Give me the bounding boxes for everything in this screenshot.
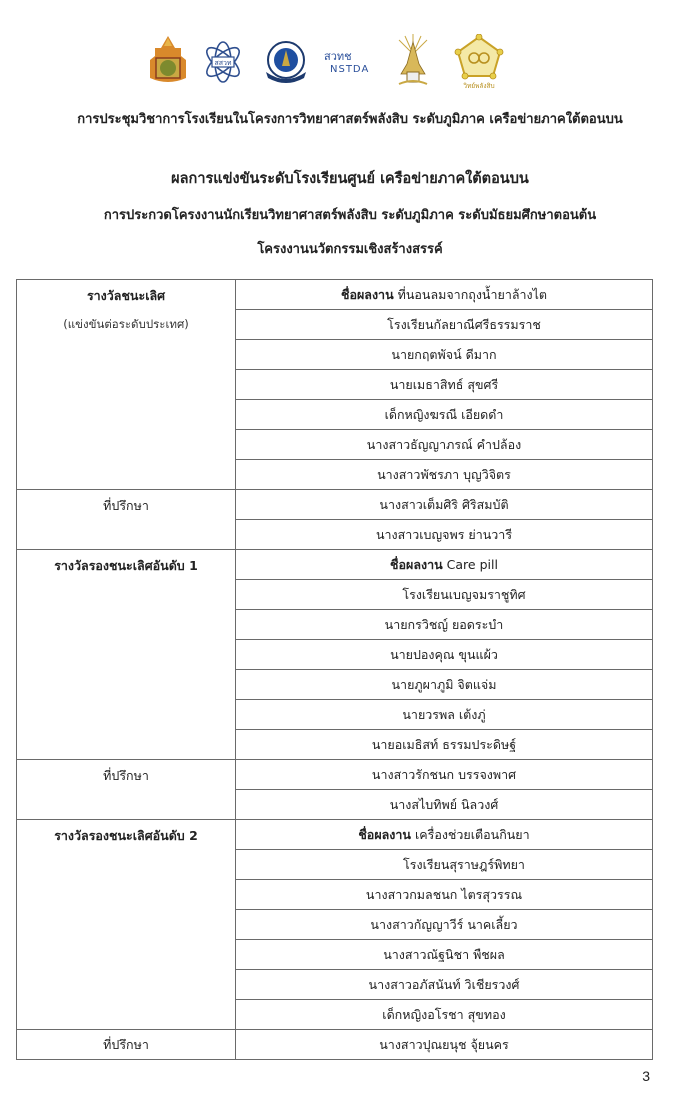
student-cell: เด็กหญิงอโรชา สุขทอง: [236, 1000, 653, 1030]
table-row: [17, 820, 653, 850]
project-cell: [236, 820, 653, 850]
student-cell: นายกรวิชญ์ ยอดระบำ: [236, 610, 653, 640]
award-note: (แข่งขันต่อระดับประเทศ): [63, 317, 189, 331]
student-cell: นายวรพล เต้งภู่: [236, 700, 653, 730]
project-name: Care pill: [446, 556, 498, 572]
award-label: รางวัลรองชนะเลิศอันดับ 1: [54, 558, 198, 573]
award-label: รางวัลชนะเลิศ: [86, 288, 166, 303]
svg-text:วิทย์พลังสิบ: วิทย์พลังสิบ: [463, 82, 495, 90]
student-cell: นางสาวธัญญาภรณ์ คำปล้อง: [236, 430, 653, 460]
svg-text:สสวท: สสวท: [214, 59, 232, 67]
advisor-label: ที่ปรึกษา: [103, 1036, 149, 1052]
advisor-cell: นางสไบทิพย์ นิลวงศ์: [236, 790, 653, 820]
student-cell: นางสาวกัญญาวีร์ นาคเลี้ยว: [236, 910, 653, 940]
advisor-label-cell: [17, 760, 236, 820]
advisor-cell: นางสาวปุณยนุช จุ้ยนคร: [236, 1030, 653, 1060]
award-cell: [17, 550, 236, 760]
nstda-logo-icon: [322, 48, 380, 76]
student-cell: เด็กหญิงฆรณี เอียดดำ: [236, 400, 653, 430]
award-label: รางวัลรองชนะเลิศอันดับ 2: [54, 828, 198, 843]
project-cell: [236, 280, 653, 310]
table-row: [17, 550, 653, 580]
student-cell: นางสาวณัฐนิชา พืชผล: [236, 940, 653, 970]
school-cell: โรงเรียนกัลยาณีศรีธรรมราช: [236, 310, 653, 340]
svg-text:สวทช: สวทช: [324, 50, 352, 63]
royal-emblem-logo-icon: [395, 34, 431, 88]
page-number: 3: [642, 1068, 650, 1084]
table-row: [17, 490, 653, 520]
svg-text:NSTDA: NSTDA: [330, 64, 370, 75]
student-cell: นายเมธาสิทธ์ สุขศรี: [236, 370, 653, 400]
award-cell: [17, 820, 236, 1030]
table-row: [17, 1030, 653, 1060]
conference-title: การประชุมวิชาการโรงเรียนในโครงการวิทยาศาสตร์พลังสิบ ระดับภูมิภาค เครือข่ายภาคใต้ตอนบน: [77, 112, 623, 127]
project-label: ชื่อผลงาน: [358, 826, 411, 842]
obec-logo-icon: [148, 34, 188, 86]
advisor-cell: นางสาวเบญจพร ย่านวารี: [236, 520, 653, 550]
energy-science-logo-icon: [453, 34, 505, 90]
student-cell: นางสาวอภัสนันท์ วิเชียรวงศ์: [236, 970, 653, 1000]
table-row: [17, 760, 653, 790]
advisor-label: ที่ปรึกษา: [103, 768, 149, 783]
results-table: [16, 279, 653, 1060]
project-cell: [236, 550, 653, 580]
advisor-cell: นางสาวรักชนก บรรจงพาศ: [236, 760, 653, 790]
advisor-label-cell: [17, 1030, 236, 1060]
school-cell: โรงเรียนเบญจมราชูทิศ: [236, 580, 653, 610]
student-cell: นายภูผาภูมิ จิตแจ่ม: [236, 670, 653, 700]
award-cell: [17, 280, 236, 490]
advisor-label-cell: [17, 490, 236, 550]
advisor-label: ที่ปรึกษา: [103, 498, 149, 513]
university-logo-icon: [262, 40, 310, 84]
advisor-cell: นางสาวเต็มศิริ ศิริสมบัติ: [236, 490, 653, 520]
project-label: ชื่อผลงาน: [390, 556, 443, 572]
project-name: เครื่องช่วยเตือนกินยา: [414, 826, 530, 842]
school-cell: โรงเรียนสุราษฎร์พิทยา: [236, 850, 653, 880]
contest-title: การประกวดโครงงานนักเรียนวิทยาศาสตร์พลังสิบ ระดับภูมิภาค ระดับมัธยมศึกษาตอนต้น: [103, 208, 597, 223]
project-label: ชื่อผลงาน: [340, 286, 394, 302]
student-cell: นายอเมธิสท์ ธรรมประดิษฐ์: [236, 730, 653, 760]
student-cell: นายปองคุณ ขุนแผ้ว: [236, 640, 653, 670]
student-cell: นางสาวพัชรภา บุญวิจิตร: [236, 460, 653, 490]
student-cell: นายกฤตพัจน์ ดีมาก: [236, 340, 653, 370]
student-cell: นางสาวกมลชนก ไตรสุวรรณ: [236, 880, 653, 910]
results-title: ผลการแข่งขันระดับโรงเรียนศูนย์ เครือข่ายภาคใต้ตอนบน: [171, 171, 529, 187]
ipst-logo-icon: [200, 40, 246, 84]
logo-row: [0, 30, 700, 94]
category-title: โครงงานนวัตกรรมเชิงสร้างสรรค์: [257, 242, 443, 257]
project-name: ที่นอนลมจากถุงน้ำยาล้างไต: [397, 286, 548, 302]
table-row: [17, 280, 653, 310]
